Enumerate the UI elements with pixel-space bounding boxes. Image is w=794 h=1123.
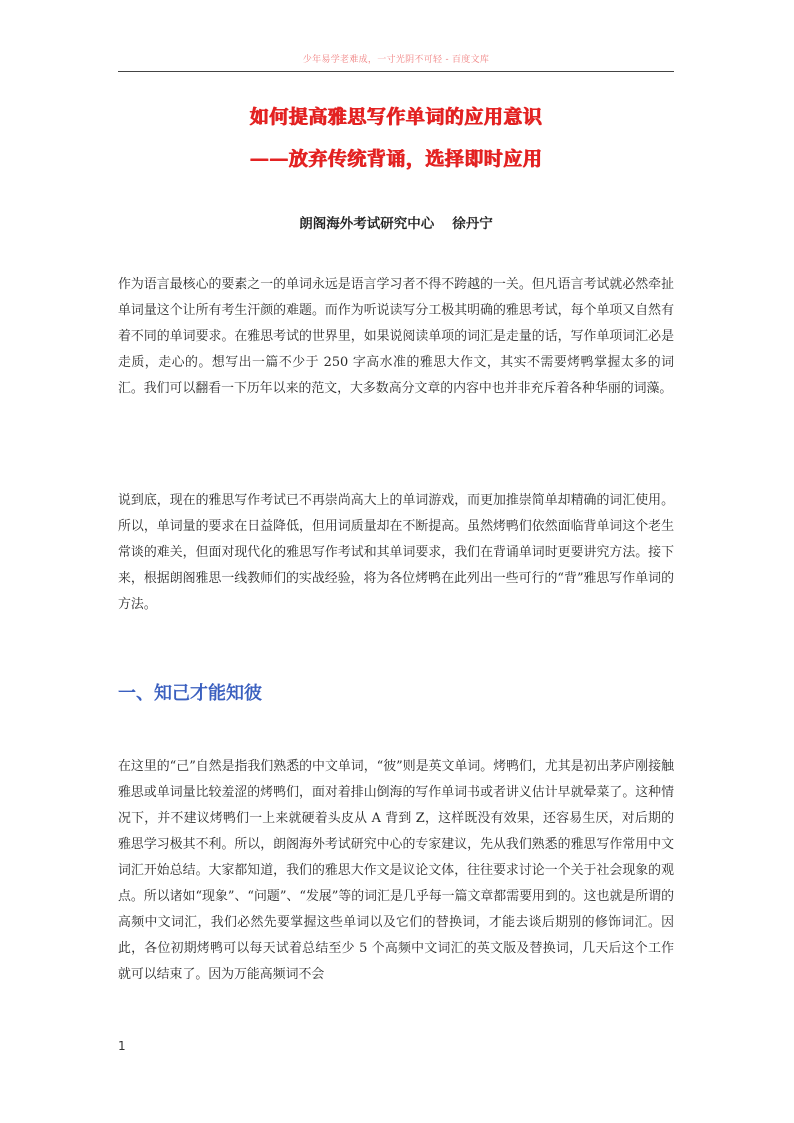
byline	[118, 218, 674, 232]
body-paragraph-2: 说到底，现在的雅思写作考试已不再崇尚高大上的单词游戏，而更加推崇简单却精确的词汇使用。所以，单词量的要求在日益降低，但用词质量却在不断提高。虽然烤鸭们依然面临背单词这个老生常谈的难关，但面对现代化的雅思写作考试和其单词要求，我们在背诵单词时更要讲究方法。接下来，根据朗阁雅思一线教师们的实战经验，将为各位烤鸭在此列出一些可行的“背”雅思写作单词的方法。	[118, 493, 674, 612]
body-paragraph-3: 在这里的“己”自然是指我们熟悉的中文单词，“彼”则是英文单词。烤鸭们，尤其是初出茅庐刚接触雅思或单词量比较羞涩的烤鸭们，面对着排山倒海的写作单词书或者讲义估计早就晕菜了。这种情况下，并不建议烤鸭们一上来就硬着头皮从 A 背到 Z，这样既没有效果，还容易生厌，对后期的雅思学习极其不利。所以，朗阁海外考试研究中心的专家建议，先从我们熟悉的雅思写作常用中文词汇开始总结。大家都知道，我们的雅思大作文是议论文体，往往要求讨论一个关于社会现象的观点。所以诸如“现象”、“问题”、“发展”等的词汇是几乎每一篇文章都需要用到的。这也就是所谓的高频中文词汇，我们必然先要掌握这些单词以及它们的替换词，才能去谈后期别的修饰词汇。因此，各位初期烤鸭可以每天试着总结至少 5 个高频中文词汇的英文版及替换词，几天后这个工作就可以结束了。因为万能高频词不会	[118, 759, 674, 982]
header-text: 少年易学老难成，一寸光阴不可轻 - 百度文库	[302, 55, 490, 65]
page-number: 1	[118, 1039, 126, 1053]
body-paragraph-1: 作为语言最核心的要素之一的单词永远是语言学习者不得不跨越的一关。但凡语言考试就必然牵扯单词量这个让所有考生汗颜的难题。而作为听说读写分工极其明确的雅思考试，每个单项又自然有着不同的单词要求。在雅思考试的世界里，如果说阅读单项的词汇是走量的话，写作单项词汇必是走质，走心的。想写出一篇不少于 250 字高水准的雅思大作文，其实不需要烤鸭掌握太多的词汇。我们可以翻看一下历年以来的范文，大多数高分文章的内容中也并非充斥着各种华丽的词藻。	[118, 277, 674, 396]
byline-organization: 朗阁海外考试研究中心	[299, 216, 435, 232]
header-divider	[118, 71, 674, 72]
byline-author: 徐丹宁	[452, 216, 493, 232]
document-title-line-1: 如何提高雅思写作单词的应用意识	[249, 106, 543, 128]
document-title-line-2: ——放弃传统背诵，选择即时应用	[249, 148, 543, 170]
section-heading-1: 一、知己才能知彼	[118, 683, 262, 704]
page-header	[118, 50, 674, 72]
